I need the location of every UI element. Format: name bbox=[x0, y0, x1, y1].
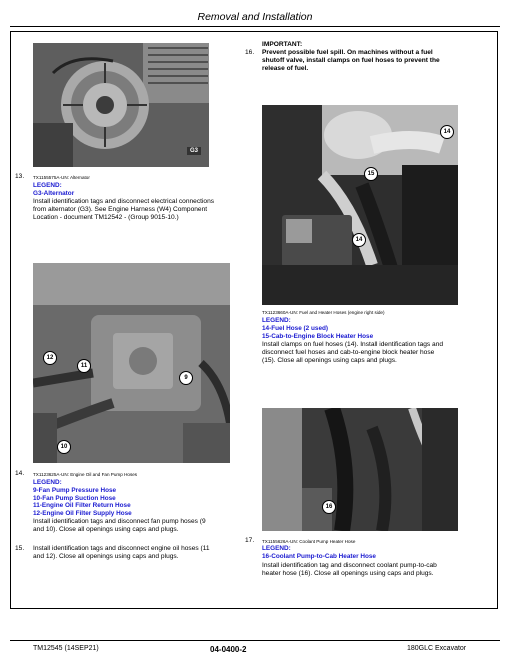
text-line: Install identification tags and disconnect fan pump hoses (9 bbox=[33, 518, 206, 525]
text-line: Install identification tags and disconnect electrical connections bbox=[33, 198, 215, 205]
step-16-text bbox=[262, 341, 443, 366]
callout-11: 11 bbox=[77, 359, 91, 373]
callout-14-upper: 14 bbox=[440, 125, 454, 139]
legend-heading: LEGEND: bbox=[33, 479, 62, 486]
step-14-number: 14. bbox=[15, 470, 25, 477]
step-13-legend bbox=[33, 182, 74, 198]
text-line: Prevent possible fuel spill. On machines without a fuel bbox=[262, 49, 433, 56]
legend-item: 15-Cab-to-Engine Block Heater Hose bbox=[262, 332, 374, 340]
step-17-text bbox=[262, 562, 437, 578]
text-line: Install identification tag and disconnect coolant pump-to-cab bbox=[262, 562, 437, 569]
step-17-legend bbox=[262, 545, 376, 561]
callout-12: 12 bbox=[43, 351, 57, 365]
step-15-number: 15. bbox=[15, 545, 25, 552]
alternator-photo bbox=[33, 43, 209, 167]
step-13-caption: TX1155575A-UN: Alternator bbox=[33, 175, 90, 180]
text-line: shutoff valve, install clamps on fuel hoses to prevent the bbox=[262, 57, 440, 65]
text-line: and 10). Close all openings using caps and plugs. bbox=[33, 526, 179, 534]
legend-item: 11-Engine Oil Filter Return Hose bbox=[33, 502, 131, 510]
step-16-legend bbox=[262, 317, 373, 340]
coolant-hose-illustration bbox=[262, 408, 458, 531]
legend-heading: LEGEND: bbox=[33, 182, 62, 189]
step-17-caption: TX1155626A-UN: Coolant Pump Heater Hose bbox=[262, 539, 356, 544]
text-line: release of fuel. bbox=[262, 65, 309, 73]
legend-item: 16-Coolant Pump-to-Cab Heater Hose bbox=[262, 552, 376, 560]
step-16-caption: TX1123660A-UN: Fuel and Heater Hoses (engine right side) bbox=[262, 310, 385, 315]
legend-item: 9-Fan Pump Pressure Hose bbox=[33, 486, 117, 494]
legend-item: 10-Fan Pump Suction Hose bbox=[33, 494, 116, 502]
footer-machine-model: 180GLC Excavator bbox=[407, 645, 467, 652]
fuel-hoses-illustration bbox=[262, 105, 458, 305]
text-line: and 12). Close all openings using caps and plugs. bbox=[33, 553, 179, 561]
step-17-number: 17. bbox=[245, 537, 255, 544]
text-line: from alternator (G3). See Engine Harness (W4) Component bbox=[33, 206, 208, 214]
step-13-number: 13. bbox=[15, 173, 25, 180]
text-line: (15). Close all openings using caps and plugs. bbox=[262, 357, 397, 365]
text-line: disconnect fuel hoses and cab-to-engine block heater hose bbox=[262, 349, 435, 357]
step-16-number: 16. bbox=[245, 49, 255, 56]
page-header-title: Removal and Installation bbox=[197, 11, 313, 23]
footer-doc-id: TM12545 (14SEP21) bbox=[33, 645, 99, 652]
callout-10: 10 bbox=[57, 440, 71, 454]
g3-label-tag: G3 bbox=[187, 147, 201, 155]
fan-pump-illustration bbox=[33, 263, 230, 463]
legend-heading: LEGEND: bbox=[262, 545, 291, 552]
step-16-important-text bbox=[262, 49, 440, 74]
callout-9: 9 bbox=[179, 371, 193, 385]
callout-15: 15 bbox=[364, 167, 378, 181]
legend-item: 14-Fuel Hose (2 used) bbox=[262, 324, 329, 332]
step-15-text bbox=[33, 545, 210, 561]
callout-16: 16 bbox=[322, 500, 336, 514]
text-line: heater hose (16). Close all openings using caps and plugs. bbox=[262, 570, 434, 578]
legend-item: G3-Alternator bbox=[33, 189, 75, 197]
step-14-caption: TX1123625A-UN: Engine Oil and Fan Pump Hoses bbox=[33, 472, 138, 477]
coolant-pump-hose-photo bbox=[262, 408, 458, 531]
footer-rule bbox=[10, 640, 500, 641]
text-line: Location - document TM12542 - (Group 9015-10.) bbox=[33, 214, 179, 222]
text-line: Install identification tags and disconnect engine oil hoses (11 bbox=[33, 545, 210, 552]
text-line: Install clamps on fuel hoses (14). Install identification tags and bbox=[262, 341, 444, 348]
footer-page-number: 04-0400-2 bbox=[210, 645, 247, 654]
header-rule bbox=[10, 26, 500, 27]
alternator-illustration bbox=[33, 43, 209, 167]
callout-14-lower: 14 bbox=[352, 233, 366, 247]
fuel-heater-hoses-photo bbox=[262, 105, 458, 305]
step-14-text bbox=[33, 518, 206, 534]
legend-item: 12-Engine Oil Filter Supply Hose bbox=[33, 510, 132, 518]
step-13-text bbox=[33, 198, 214, 223]
fan-pump-hoses-photo bbox=[33, 263, 230, 463]
important-label: IMPORTANT: bbox=[262, 41, 303, 48]
legend-heading: LEGEND: bbox=[262, 317, 291, 324]
step-14-legend bbox=[33, 479, 132, 518]
